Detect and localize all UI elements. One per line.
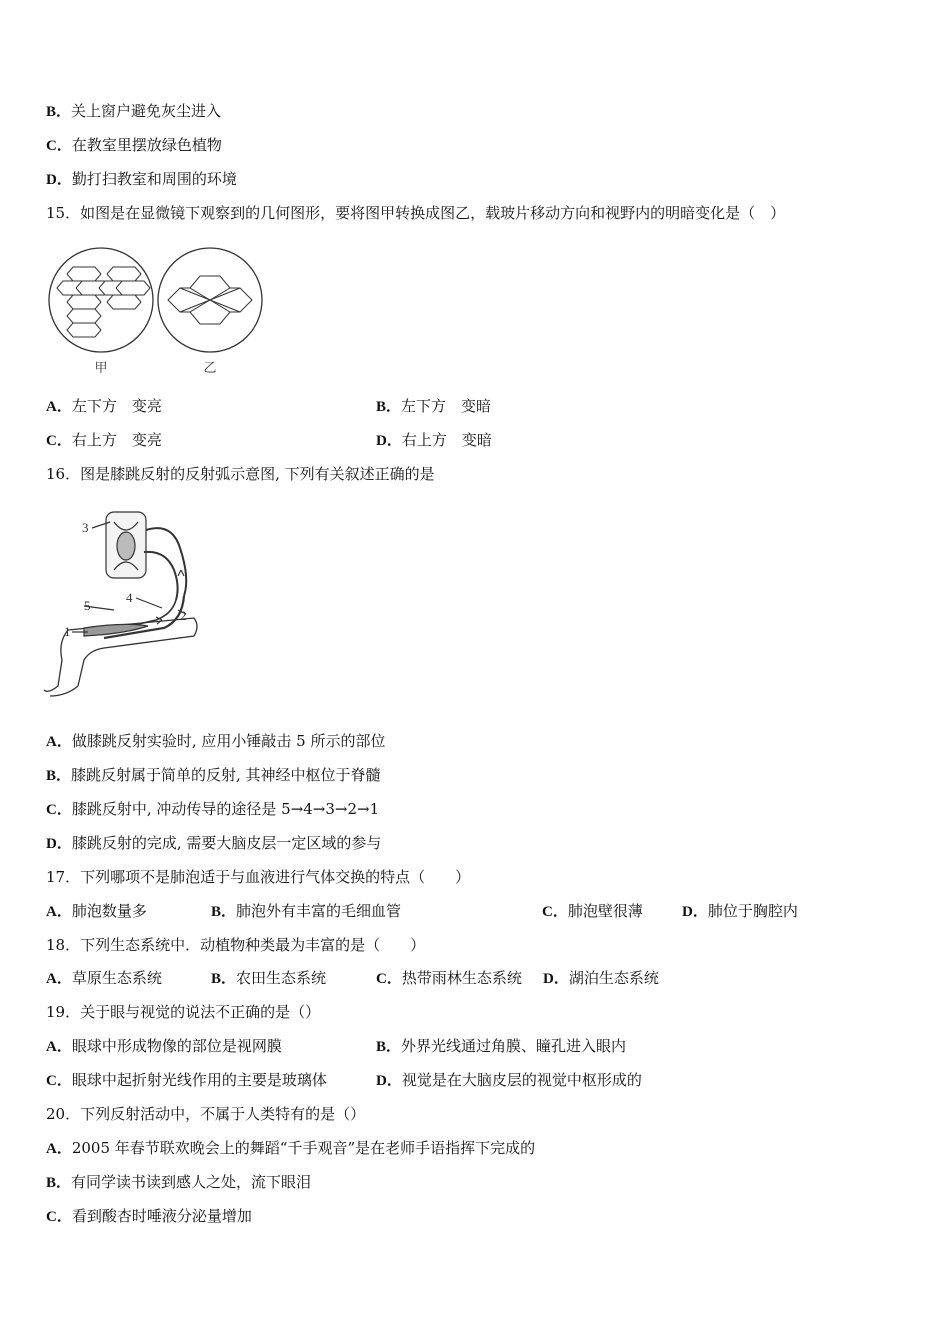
figure-label-yi: 乙 [203,361,217,376]
q16-option-b: B．膝跳反射属于简单的反射, 其神经中枢位于脊髓 [46,766,381,784]
q19-stem: 19．关于眼与视觉的说法不正确的是（） [46,1003,321,1021]
label-2: 2 [180,608,187,623]
q16-option-d: D．膝跳反射的完成, 需要大脑皮层一定区域的参与 [46,834,382,852]
q17-option-d: D．肺位于胸腔内 [682,902,798,920]
q19-option-b: B．外界光线通过角膜、瞳孔进入眼内 [376,1037,627,1055]
q20-option-c: C．看到酸杏时唾液分泌量增加 [46,1207,252,1225]
q15-option-a: A．左下方 变亮 [46,397,162,415]
q20-option-a: A．2005 年春节联欢晚会上的舞蹈“千手观音”是在老师手语指挥下完成的 [46,1139,536,1157]
q18-option-b: B．农田生态系统 [211,969,327,987]
q17-option-b: B．肺泡外有丰富的毛细血管 [211,902,402,920]
label-5: 5 [84,598,91,613]
q16-option-c: C．膝跳反射中, 冲动传导的途径是 5→4→3→2→1 [46,800,380,818]
q18-stem: 18．下列生态系统中．动植物种类最为丰富的是（ ） [46,936,426,954]
knee-reflex-figure [44,500,204,700]
q15-option-b: B．左下方 变暗 [376,397,492,415]
q19-option-d: D．视觉是在大脑皮层的视觉中枢形成的 [376,1071,642,1089]
q14-option-d: D．勤打扫教室和周围的环境 [46,170,237,188]
q16-option-a: A．做膝跳反射实验时, 应用小锤敲击 5 所示的部位 [46,732,386,750]
q18-option-c: C．热带雨林生态系统 [376,969,522,987]
q14-option-b: B．关上窗户避免灰尘进入 [46,102,222,120]
q16-stem: 16．图是膝跳反射的反射弧示意图, 下列有关叙述正确的是 [46,465,435,483]
microscope-figure [46,244,268,382]
q18-option-a: A．草原生态系统 [46,969,162,987]
q15-option-c: C．右上方 变亮 [46,431,162,449]
field-of-view-jia [49,248,153,352]
label-1: 1 [64,624,71,639]
q19-option-c: C．眼球中起折射光线作用的主要是玻璃体 [46,1071,327,1089]
reflex-arc-svg [44,500,204,700]
q20-stem: 20．下列反射活动中，不属于人类特有的是（） [46,1105,366,1123]
label-4: 4 [126,590,133,605]
q15-option-d: D．右上方 变暗 [376,431,492,449]
q20-option-b: B．有同学读书读到感人之处，流下眼泪 [46,1173,312,1191]
q18-option-d: D．湖泊生态系统 [543,969,659,987]
microscope-views-svg [46,244,268,382]
field-of-view-yi [158,248,262,352]
q17-stem: 17．下列哪项不是肺泡适于与血液进行气体交换的特点（ ） [46,868,471,886]
q17-option-a: A．肺泡数量多 [46,902,147,920]
q14-option-c: C．在教室里摆放绿色植物 [46,136,222,154]
figure-label-jia: 甲 [94,361,108,376]
label-3: 3 [82,520,89,535]
q17-option-c: C．肺泡壁很薄 [542,902,643,920]
q15-stem: 15．如图是在显微镜下观察到的几何图形，要将图甲转换成图乙，载玻片移动方向和视野内的明暗变化是（ ） [46,204,786,222]
q19-option-a: A．眼球中形成物像的部位是视网膜 [46,1037,282,1055]
